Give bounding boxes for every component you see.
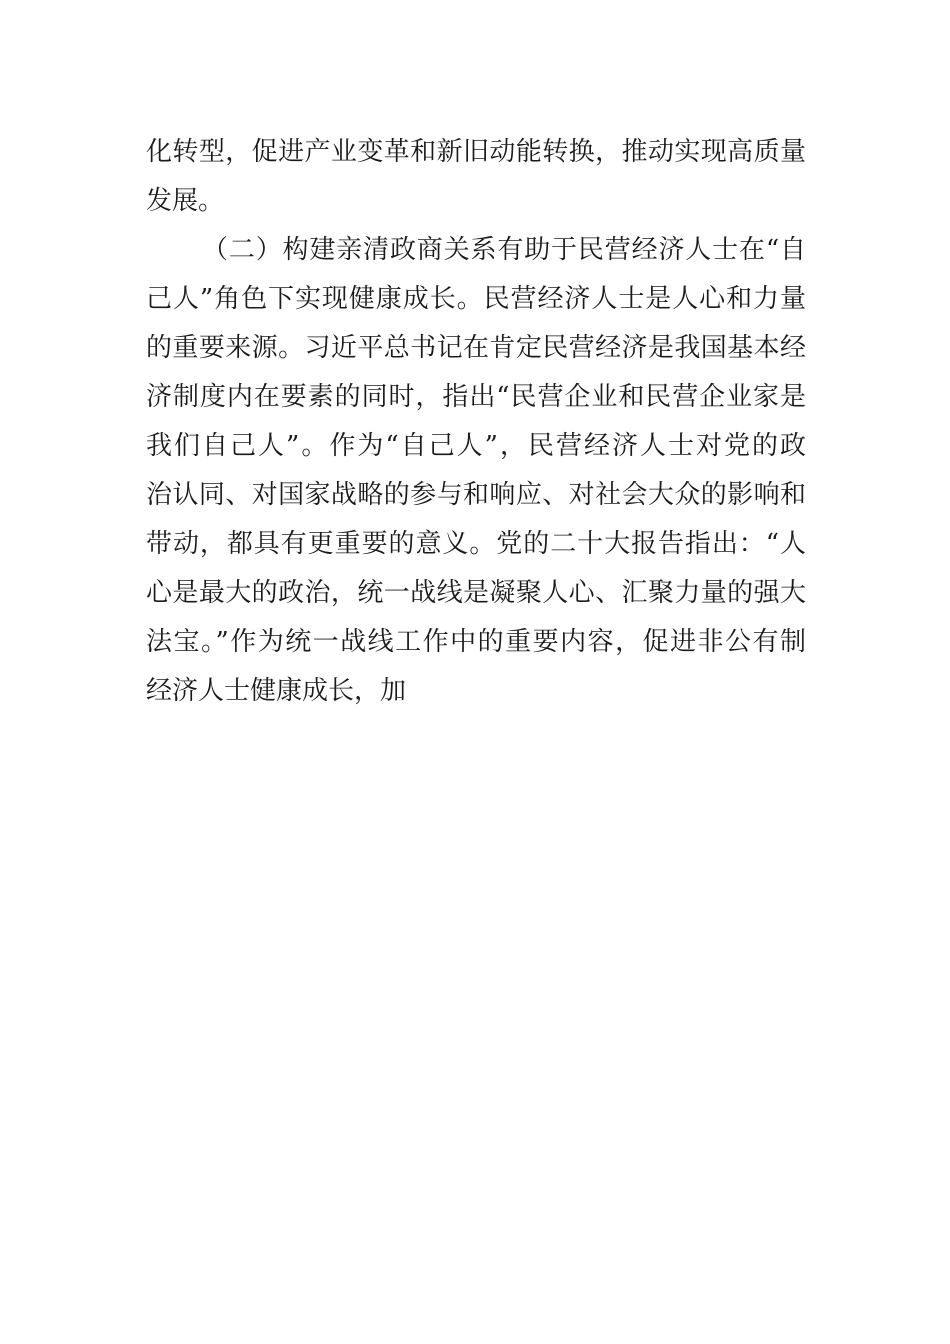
text-line: 济制度内在要素的同时，指出“民营企业和民营企业家是 (146, 382, 806, 412)
text-line: 己人”角色下实现健康成长。民营经济人士是人心和力量 (146, 284, 806, 314)
text-line: 的重要来源。习近平总书记在肯定民营经济是我国基本经 (146, 333, 806, 363)
text-line: 心是最大的政治，统一战线是凝聚人心、汇聚力量的强大 (146, 578, 806, 608)
paragraph-2 (146, 226, 806, 716)
text-line: 治认同、对国家战略的参与和响应、对社会大众的影响和 (146, 480, 806, 510)
text-line: 化转型，促进产业变革和新旧动能转换，推动实现高质量 (146, 137, 806, 167)
text-line: 我们自己人”。作为“自己人”，民营经济人士对党的政 (146, 431, 806, 461)
paragraph-1 (146, 128, 806, 226)
text-line: 发展。 (146, 186, 225, 216)
text-line: 带动，都具有更重要的意义。党的二十大报告指出：“人 (146, 529, 806, 559)
text-line: 法宝。”作为统一战线工作中的重要内容，促进非公有制 (146, 627, 806, 657)
body-text (146, 128, 806, 716)
text-line: 经济人士健康成长，加 (146, 676, 407, 706)
text-line: （二）构建亲清政商关系有助于民营经济人士在“自 (202, 235, 806, 265)
